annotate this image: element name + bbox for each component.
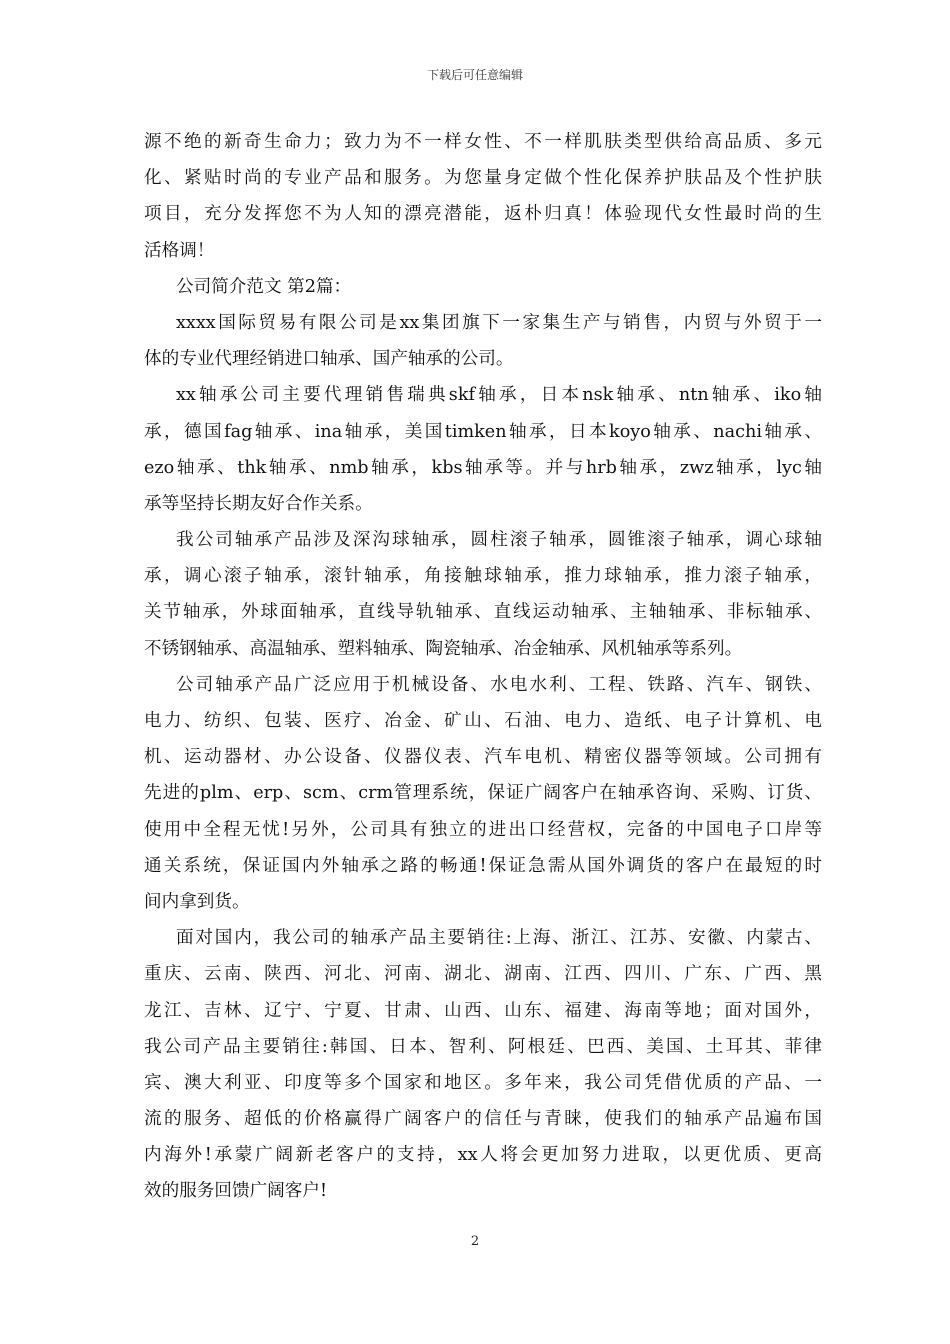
text-line: 我公司产品主要销往:韩国、日本、智利、阿根廷、巴西、美国、土耳其、菲律 bbox=[144, 1036, 822, 1057]
text-line: 重庆、云南、陕西、河北、河南、湖北、湖南、江西、四川、广东、广西、黑 bbox=[144, 964, 822, 985]
text-line: 项目，充分发挥您不为人知的漂亮潜能，返朴归真！体验现代女性最时尚的生 bbox=[144, 204, 822, 225]
text-line: 不锈钢轴承、高温轴承、塑料轴承、陶瓷轴承、冶金轴承、风机轴承等系列。 bbox=[144, 638, 743, 659]
text-line: 我公司轴承产品涉及深沟球轴承，圆柱滚子轴承，圆锥滚子轴承，调心球轴 bbox=[176, 530, 822, 551]
text-line: 龙江、吉林、辽宁、宁夏、甘肃、山西、山东、福建、海南等地；面对国外， bbox=[144, 1000, 822, 1021]
text-line: ezo轴承、thk轴承、nmb轴承，kbs轴承等。并与hrb轴承，zwz轴承，lyc轴 bbox=[144, 457, 822, 478]
text-line: 关节轴承，外球面轴承，直线导轨轴承、直线运动轴承、主轴轴承、非标轴承、 bbox=[144, 602, 822, 623]
text-line: 宾、澳大利亚、印度等多个国家和地区。多年来，我公司凭借优质的产品、一 bbox=[144, 1072, 822, 1093]
text-line: 公司轴承产品广泛应用于机械设备、水电水利、工程、铁路、汽车、钢铁、 bbox=[176, 674, 822, 695]
text-line: 电力、纺织、包装、医疗、冶金、矿山、石油、电力、造纸、电子计算机、电 bbox=[144, 711, 822, 731]
text-line: 活格调！ bbox=[144, 240, 215, 261]
text-line: xx轴承公司主要代理销售瑞典skf轴承，日本nsk轴承、ntn轴承、iko轴 bbox=[176, 385, 822, 406]
section-heading: 公司简介范文 第2篇： bbox=[176, 276, 352, 297]
text-line: 先进的plm、erp、scm、crm管理系统，保证广阔客户在轴承咨询、采购、订货、 bbox=[144, 783, 822, 804]
text-line: xxxx国际贸易有限公司是xx集团旗下一家集生产与销售，内贸与外贸于一 bbox=[176, 312, 822, 333]
text-line: 源不绝的新奇生命力；致力为不一样女性、不一样肌肤类型供给高品质、多元 bbox=[144, 132, 822, 152]
page-header: 下载后可任意编辑 bbox=[426, 68, 523, 82]
text-line: 面对国内，我公司的轴承产品主要销往:上海、浙江、江苏、安徽、内蒙古、 bbox=[176, 928, 822, 949]
text-line: 流的服务、超低的价格赢得广阔客户的信任与青睐，使我们的轴承产品遍布国 bbox=[144, 1109, 822, 1130]
text-line: 效的服务回馈广阔客户! bbox=[144, 1181, 328, 1202]
text-line: 承等坚持长期友好合作关系。 bbox=[144, 493, 373, 514]
text-line: 机、运动器材、办公设备、仪器仪表、汽车电机、精密仪器等领域。公司拥有 bbox=[144, 747, 822, 768]
text-line: 化、紧贴时尚的专业产品和服务。为您量身定做个性化保养护肤品及个性护肤 bbox=[144, 168, 822, 189]
text-line: 通关系统，保证国内外轴承之路的畅通!保证急需从国外调货的客户在最短的时 bbox=[144, 855, 822, 876]
text-line: 体的专业代理经销进口轴承、国产轴承的公司。 bbox=[144, 349, 514, 370]
document-body bbox=[144, 124, 822, 1210]
text-line: 承，调心滚子轴承，滚针轴承，角接触球轴承，推力球轴承，推力滚子轴承， bbox=[144, 566, 822, 587]
text-line: 内海外!承蒙广阔新老客户的支持，xx人将会更加努力进取，以更优质、更高 bbox=[144, 1145, 822, 1166]
text-line: 间内拿到货。 bbox=[144, 891, 250, 912]
page-number: 2 bbox=[470, 1234, 480, 1249]
text-line: 使用中全程无忧!另外，公司具有独立的进出口经营权，完备的中国电子口岸等 bbox=[144, 819, 822, 840]
text-line: 承，德国fag轴承、ina轴承，美国timken轴承，日本koyo轴承、nachi轴承、 bbox=[144, 421, 822, 442]
